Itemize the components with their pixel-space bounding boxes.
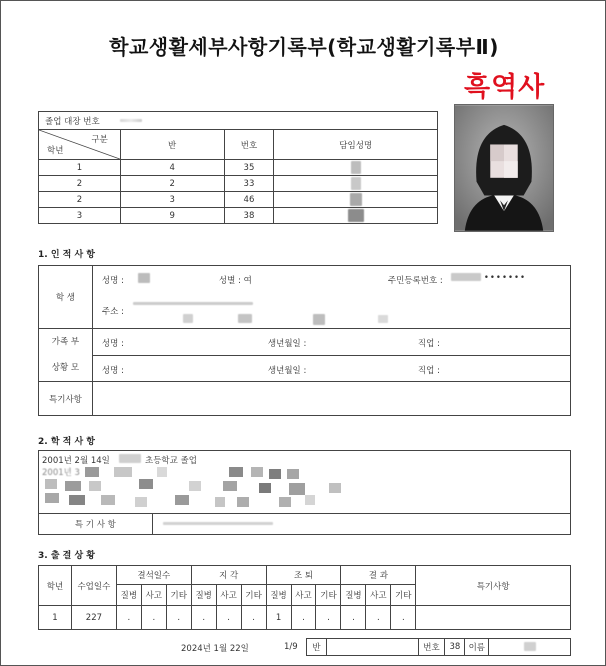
row-number: 35 (224, 160, 274, 176)
footer-class-value (326, 639, 418, 656)
row-number: 38 (224, 208, 274, 224)
row-class: 2 (120, 176, 224, 192)
sub-other: 기타 (166, 585, 191, 606)
sub-accident: 사고 (141, 585, 166, 606)
att-value: . (241, 606, 266, 630)
row-teacher (274, 208, 438, 224)
row-grade: 2 (39, 176, 121, 192)
col-result: 결 과 (341, 566, 416, 585)
footer-page: 1/9 (284, 642, 298, 652)
table-row (39, 208, 438, 224)
row-grade: 1 (39, 160, 121, 176)
student-rrn-mask: ••••••• (483, 273, 527, 283)
row-teacher (274, 176, 438, 192)
att-grade: 1 (39, 606, 72, 630)
academic-line1-date: 2001년 2월 14일 (42, 456, 110, 466)
row-class: 3 (120, 192, 224, 208)
header-gubun: 구분 (91, 135, 108, 145)
att-value: 1 (266, 606, 291, 630)
col-grade: 학년 (39, 566, 72, 606)
col-days: 수업일수 (71, 566, 116, 606)
father-job-label: 직업 : (417, 339, 440, 349)
graduation-label: 졸업 대장 번호 (39, 112, 121, 130)
personal-info-table (38, 265, 571, 416)
academic-special-value (152, 514, 570, 535)
header-grade: 학년 (47, 146, 64, 156)
sub-illness: 질병 (266, 585, 291, 606)
mother-name-label: 성명 : (101, 365, 124, 376)
student-address-label: 주소 : (101, 307, 124, 317)
student-name-label: 성명 : (101, 276, 124, 286)
row-class: 9 (120, 208, 224, 224)
att-value: . (116, 606, 141, 630)
col-late: 지 각 (191, 566, 266, 585)
row-grade: 3 (39, 208, 121, 224)
personal-special-value (92, 382, 570, 416)
table-row (39, 606, 571, 630)
sub-illness: 질병 (341, 585, 366, 606)
attendance-table (38, 565, 571, 630)
att-value: . (166, 606, 191, 630)
mother-job-label: 직업 : (417, 365, 440, 376)
mother-birth-label: 생년월일 : (267, 365, 307, 376)
att-value: . (216, 606, 241, 630)
student-label: 학 생 (39, 266, 93, 329)
sub-accident: 사고 (366, 585, 391, 606)
col-early: 조 퇴 (266, 566, 341, 585)
page-title: 학교생활세부사항기록부(학교생활기록부Ⅱ) (109, 35, 499, 59)
sub-other: 기타 (316, 585, 341, 606)
footer-class-label: 반 (307, 639, 327, 656)
col-absence: 결석일수 (116, 566, 191, 585)
table-row (39, 160, 438, 176)
header-number: 번호 (224, 130, 274, 160)
graduation-number (120, 112, 437, 130)
header-class: 반 (120, 130, 224, 160)
father-birth-label: 생년월일 : (267, 339, 307, 349)
class-history-table (38, 111, 438, 224)
sub-accident: 사고 (291, 585, 316, 606)
footer-number-label: 번호 (418, 639, 445, 656)
student-gender: 성별 : 여 (218, 276, 252, 286)
col-special: 특기사항 (416, 566, 571, 606)
family-label-cell (39, 329, 93, 382)
diagonal-header-cell (39, 130, 121, 160)
section-attendance-title: 3. 출 결 상 황 (38, 551, 95, 561)
sub-illness: 질병 (191, 585, 216, 606)
footer-table (306, 638, 571, 656)
section-personal-title: 1. 인 적 사 항 (38, 250, 95, 260)
footer-number-value: 38 (445, 639, 465, 656)
family-label-father: 가족 부 (51, 337, 80, 347)
att-value: . (141, 606, 166, 630)
att-special (416, 606, 571, 630)
academic-special-label: 특 기 사 항 (39, 514, 153, 535)
sub-other: 기타 (241, 585, 266, 606)
att-value: . (191, 606, 216, 630)
row-grade: 2 (39, 192, 121, 208)
att-value: . (316, 606, 341, 630)
sub-illness: 질병 (116, 585, 141, 606)
father-name-label: 성명 : (101, 339, 124, 349)
father-row (92, 329, 570, 356)
academic-line2-prefix: 2001년 3 (42, 468, 80, 478)
academic-line1-text: 초등학교 졸업 (145, 456, 197, 466)
att-value: . (341, 606, 366, 630)
att-value: . (391, 606, 416, 630)
att-value: . (291, 606, 316, 630)
family-label-mother: 상황 모 (51, 363, 80, 373)
footer-name-label: 이름 (465, 639, 489, 656)
academic-box (38, 450, 571, 513)
row-teacher (274, 192, 438, 208)
academic-special-table (38, 513, 571, 535)
footer-name-value (489, 639, 571, 656)
sub-accident: 사고 (216, 585, 241, 606)
student-rrn-label: 주민등록번호 : (387, 276, 443, 286)
stamp-text: 흑역사 (464, 72, 546, 103)
row-number: 46 (224, 192, 274, 208)
table-row (39, 192, 438, 208)
footer-date: 2024년 1월 22일 (181, 644, 249, 654)
row-number: 33 (224, 176, 274, 192)
row-teacher (274, 160, 438, 176)
row-class: 4 (120, 160, 224, 176)
personal-special-label: 특기사항 (39, 382, 93, 416)
sub-other: 기타 (391, 585, 416, 606)
student-photo (454, 104, 554, 232)
mother-row (92, 355, 570, 382)
header-teacher: 담임성명 (274, 130, 438, 160)
att-value: . (366, 606, 391, 630)
section-academic-title: 2. 학 적 사 항 (38, 437, 95, 447)
student-info-cell (92, 266, 570, 329)
table-row (39, 176, 438, 192)
att-days: 227 (71, 606, 116, 630)
